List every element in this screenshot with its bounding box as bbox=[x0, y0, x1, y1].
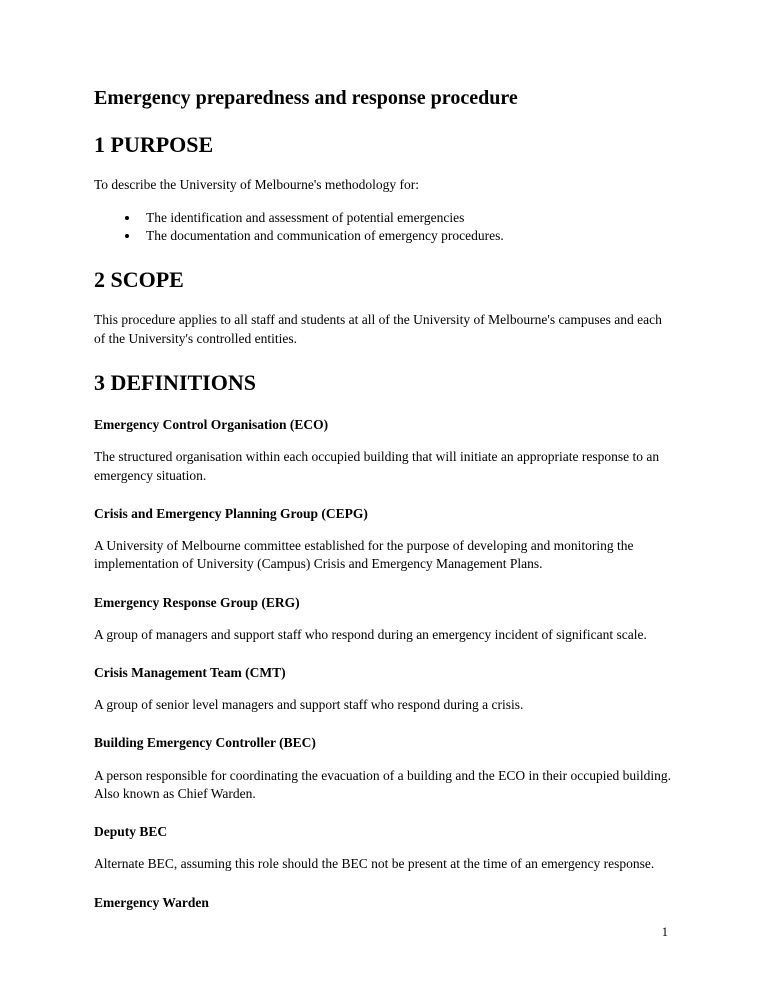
purpose-bullet-list bbox=[94, 209, 674, 245]
definition-term-bec: Building Emergency Controller (BEC) bbox=[94, 735, 316, 751]
definition-desc-deputy-bec: Alternate BEC, assuming this role should the BEC not be present at the time of an emergency response. bbox=[94, 856, 655, 872]
definition-term-cepg: Crisis and Emergency Planning Group (CEPG) bbox=[94, 505, 368, 521]
scope-paragraph: This procedure applies to all staff and students at all of the University of Melbourne's campuses and each of the University's controlled entities. bbox=[94, 312, 662, 346]
definition-desc-erg: A group of managers and support staff who respond during an emergency incident of significant scale. bbox=[94, 626, 647, 642]
definition-term-cmt: Crisis Management Team (CMT) bbox=[94, 665, 286, 681]
bullet-item: • The identification and assessment of potential emergencies bbox=[140, 209, 674, 227]
definition-term-deputy-bec: Deputy BEC bbox=[94, 824, 168, 840]
purpose-intro-paragraph: To describe the University of Melbourne's methodology for: bbox=[94, 177, 420, 193]
page-number: 1 bbox=[661, 924, 668, 939]
definition-desc-bec: A person responsible for coordinating the evacuation of a building and the ECO in their occupied building. Also known as Chief Warden. bbox=[94, 767, 671, 801]
definition-term-eco: Emergency Control Organisation (ECO) bbox=[94, 417, 329, 433]
definition-term-erg: Emergency Response Group (ERG) bbox=[94, 594, 300, 610]
section-heading-scope: 2 SCOPE bbox=[94, 267, 184, 293]
definition-desc-cmt: A group of senior level managers and support staff who respond during a crisis. bbox=[94, 697, 524, 713]
document-title: Emergency preparedness and response procedure bbox=[94, 87, 518, 109]
definition-term-emergency-warden: Emergency Warden bbox=[94, 894, 209, 910]
section-heading-purpose: 1 PURPOSE bbox=[94, 132, 214, 157]
bullet-item: • The documentation and communication of emergency procedures. bbox=[140, 227, 674, 245]
section-heading-definitions: 3 DEFINITIONS bbox=[94, 369, 256, 395]
definition-desc-cepg: A University of Melbourne committee established for the purpose of developing and monitoring the implementation of University (Campus) Crisis and Emergency Management Plans. bbox=[94, 538, 634, 572]
definition-desc-eco: The structured organisation within each occupied building that will initiate an appropriate response to an emergency situation. bbox=[94, 449, 660, 483]
